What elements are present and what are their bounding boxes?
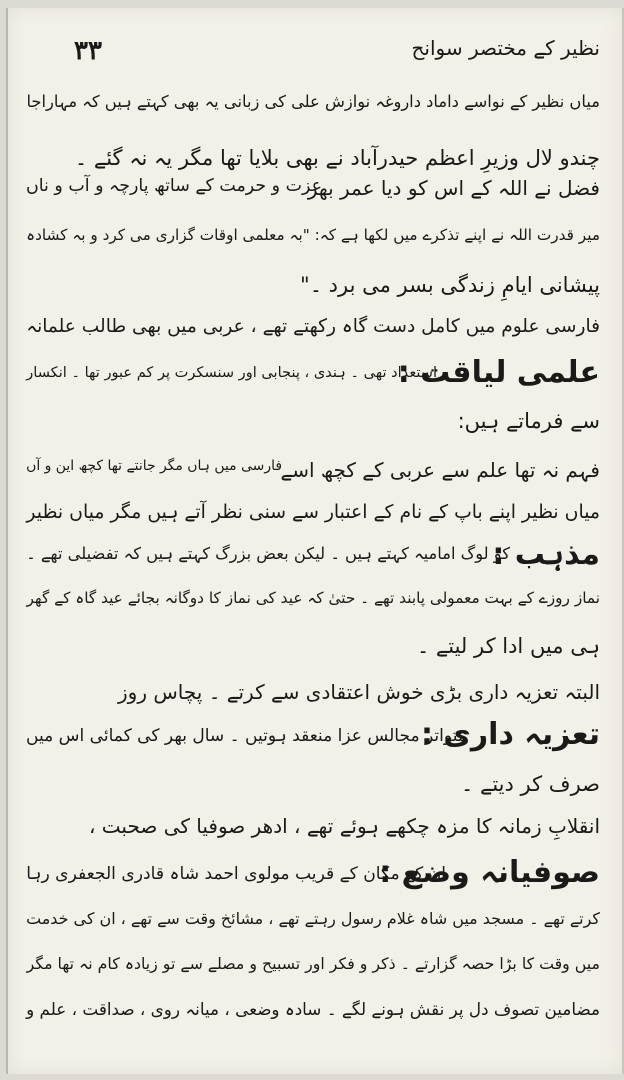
body-line: صرف کر دیتے ۔ xyxy=(461,772,600,796)
verse-hemistich-right: فضل نے اللہ کے اس کو دیا عمر بھر xyxy=(307,176,600,200)
section-line: البتہ تعزیہ داری بڑی خوش اعتقادی سے کرتے ۔ پچاس روز xyxy=(118,680,600,704)
body-line: ہی میں ادا کر لیتے ۔ xyxy=(416,634,600,658)
book-page xyxy=(6,8,622,1074)
body-line: مضامین تصوف دل پر نقش ہونے لگے ۔ سادہ وضعی ، میانہ روی ، صداقت ، علم و xyxy=(26,999,600,1019)
section-line: انقلابِ زمانہ کا مزہ چکھے ہوئے تھے ، ادھر صوفیا کی صحبت ، xyxy=(88,814,600,838)
section-heading-taziyadari: تعزیہ داری : xyxy=(420,717,600,752)
body-line: میاں نظیر اپنے باپ کے نام کے اعتبار سے سنی نظر آتے ہیں مگر میاں نظیر xyxy=(26,502,600,523)
running-header-title: نظیر کے مختصر سوانح xyxy=(411,36,600,60)
section-line: کو لوگ امامیہ کہتے ہیں ۔ لیکن بعض بزرگ کہتے ہیں کہ تفضیلی تھے ۔ xyxy=(26,544,510,563)
section-heading-mazhab: مذہب : xyxy=(492,537,600,572)
verse-hemistich-right: فہم نہ تھا علم سے عربی کے کچھ اسے xyxy=(280,458,600,482)
body-line: میر قدرت اللہ نے اپنے تذکرے میں لکھا ہے کہ: "بہ معلمی اوقات گزاری می کرد و بہ کشادہ xyxy=(26,226,600,244)
section-heading-sufiyana-waza: صوفیانہ وضع : xyxy=(379,855,600,890)
verse-hemistich-left: عزت و حرمت کے ساتھ پارچہ و آب و ناں xyxy=(25,176,322,196)
body-line: سے فرماتے ہیں: xyxy=(457,409,600,433)
verse-hemistich-left: فارسی میں ہاں مگر جانتے تھا کچھ این و آں xyxy=(26,458,282,474)
section-heading-ilmi-liyaqat: علمی لیاقت : xyxy=(397,355,600,390)
section-line: ان کے مکان کے قریب مولوی احمد شاہ قادری الجعفری رہا xyxy=(26,864,446,884)
body-line: کرتے تھے ۔ مسجد میں شاہ غلام رسول رہتے تھے ، مشائخ وقت سے تھے ، ان کی خدمت xyxy=(26,909,600,928)
section-line: استعداد تھی ۔ ہندی ، پنجابی اور سنسکرت پر کم عبور تھا ۔ انکسار xyxy=(26,364,437,381)
body-line: پیشانی ایامِ زندگی بسر می برد ۔" xyxy=(300,273,600,297)
body-line: نماز روزے کے بہت معمولی پابند تھے ۔ حتیٰ کہ عید کی نماز کا دوگانہ بجائے عید گاہ کے گھر xyxy=(26,589,600,607)
body-line: چندو لال وزیرِ اعظم حیدرآباد نے بھی بلایا تھا مگر یہ نہ گئے ۔ xyxy=(74,146,600,170)
body-line: میاں نظیر کے نواسے داماد داروغہ نوازش علی کی زبانی یہ بھی کہتے ہیں کہ مہاراجا xyxy=(26,92,600,111)
body-line: میں وقت کا بڑا حصہ گزارتے ۔ ذکر و فکر اور تسبیح و مصلے سے تو زیادہ کام نہ تھا مگر xyxy=(26,954,600,973)
page-number: ۳۳ xyxy=(74,36,102,66)
section-line: متواتر مجالس عزا منعقد ہوتیں ۔ سال بھر کی کمائی اس میں xyxy=(26,726,467,746)
section-line: فارسی علوم میں کامل دست گاہ رکھتے تھے ، عربی میں بھی طالب علمانہ xyxy=(26,316,600,337)
